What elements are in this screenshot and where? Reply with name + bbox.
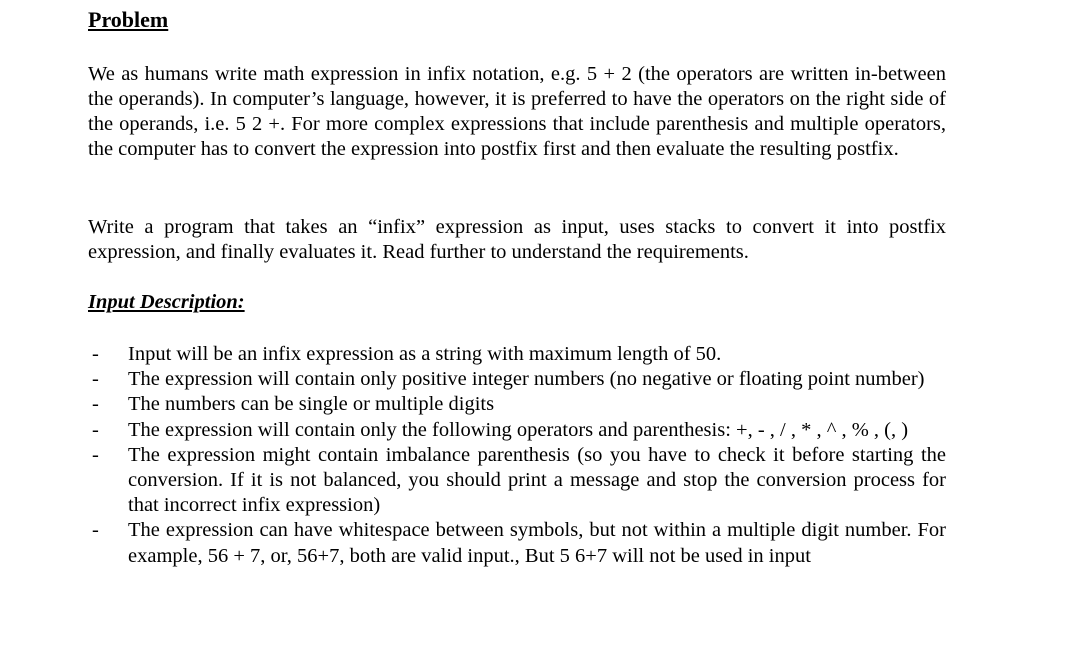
dash-bullet-icon: -	[92, 343, 99, 365]
input-requirements-list	[88, 342, 946, 569]
dash-bullet-icon: -	[92, 418, 99, 441]
list-item	[88, 443, 946, 519]
list-item-text: Input will be an infix expression as a string with maximum length of 50.	[128, 343, 722, 365]
dash-bullet-icon: -	[92, 443, 99, 466]
input-description-heading: Input Description:	[88, 291, 245, 313]
list-item	[88, 342, 946, 367]
list-item	[88, 518, 946, 568]
list-item-text: The expression might contain imbalance parenthesis (so you have to check it before starting the conversion. If it is not balanced, you should print a message and stop the conversion process for that incorrect infix expression)	[128, 443, 946, 517]
list-item-text: The expression will contain only the following operators and parenthesis: +, - , / , * , ^ , % , (, )	[128, 418, 909, 441]
dash-bullet-icon: -	[92, 393, 99, 416]
list-item-text: The expression can have whitespace between symbols, but not within a multiple digit number. For example, 56 + 7, or, 56+7, both are valid input., But 5 6+7 will not be used in input	[128, 519, 946, 567]
list-item	[88, 418, 946, 443]
list-item-text: The numbers can be single or multiple digits	[128, 393, 495, 416]
dash-bullet-icon: -	[92, 368, 99, 391]
list-item-text: The expression will contain only positive integer numbers (no negative or floating point number)	[128, 368, 925, 391]
list-item	[88, 367, 946, 392]
list-item	[88, 392, 946, 417]
task-paragraph: Write a program that takes an “infix” expression as input, uses stacks to convert it into postfix expression, and finally evaluates it. Read further to understand the requirements.	[88, 216, 946, 263]
dash-bullet-icon: -	[92, 519, 99, 542]
problem-heading: Problem	[88, 7, 169, 32]
intro-paragraph: We as humans write math expression in infix notation, e.g. 5 + 2 (the operators are written in-between the operands). In computer’s language, however, it is preferred to have the operators on the right side of the operands, i.e. 5 2 +. For more complex expressions that include parenthesis and multiple operators, the computer has to convert the expression into postfix first and then evaluate the resulting postfix.	[88, 63, 946, 160]
